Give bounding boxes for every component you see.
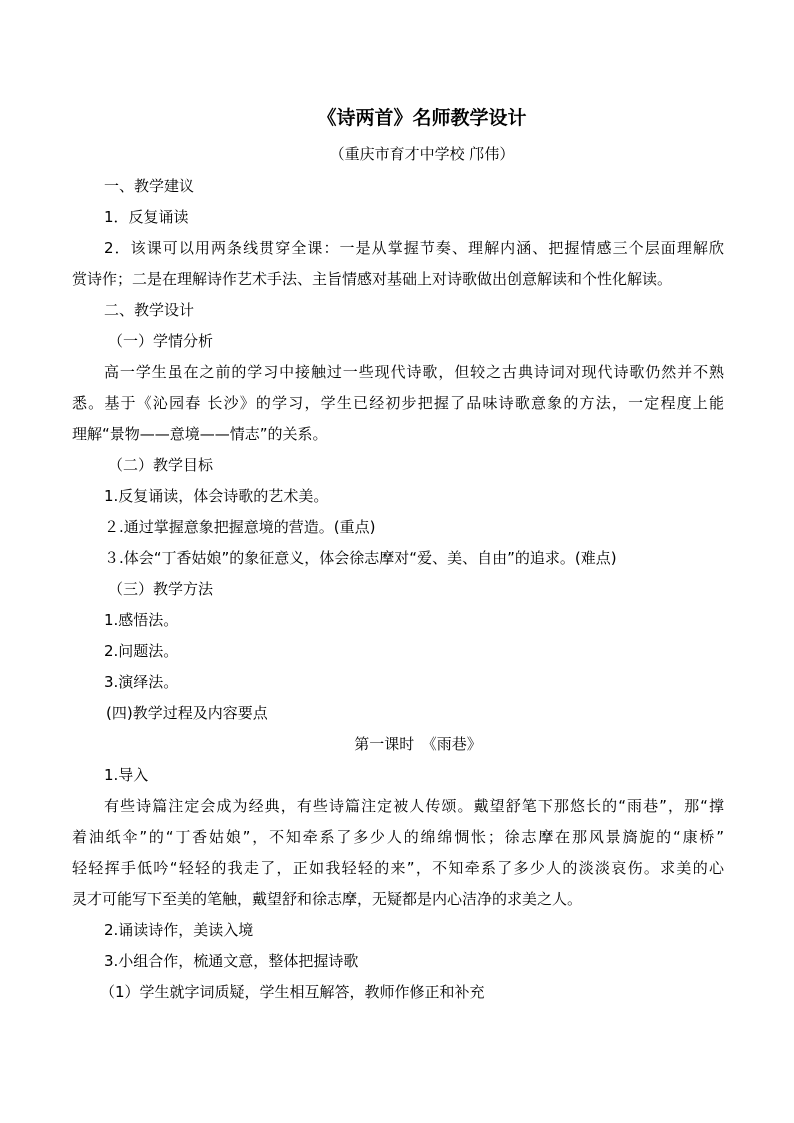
heading-teaching-suggestions: 一、教学建议 <box>104 177 195 195</box>
heading-teaching-design: 二、教学设计 <box>104 301 195 319</box>
list-item: ３.体会“丁香姑娘”的象征意义，体会徐志摩对“爱、美、自由”的追求。(难点) <box>104 549 617 567</box>
subheading-teaching-goals: （二）教学目标 <box>108 456 214 474</box>
list-item: 1.感悟法。 <box>104 611 179 629</box>
list-item: 1.反复诵读，体会诗歌的艺术美。 <box>104 487 329 505</box>
subheading-learner-analysis: （一）学情分析 <box>108 332 214 350</box>
paragraph-line: 赏诗作；二是在理解诗作艺术手法、主旨情感对基础上对诗歌做出创意解读和个性化解读。 <box>72 270 673 288</box>
paragraph-line: 高一学生虽在之前的学习中接触过一些现代诗歌，但较之古典诗词对现代诗歌仍然并不熟 <box>104 363 724 381</box>
document-body <box>72 171 724 1008</box>
paragraph-line: 理解“景物——意境——情志”的关系。 <box>72 425 328 443</box>
paragraph-line: 灵才可能写下至美的笔触，戴望舒和徐志摩，无疑都是内心洁净的求美之人。 <box>72 890 583 908</box>
list-item: 1.导入 <box>104 766 149 784</box>
paragraph-line: 着油纸伞”的“丁香姑娘”，不知牵系了多少人的绵绵惆怅；徐志摩在那风景旖旎的“康桥” <box>72 828 724 846</box>
page-title: 《诗两首》名师教学设计 <box>317 107 527 129</box>
list-item: 3.小组合作，梳通文意，整体把握诗歌 <box>104 952 359 970</box>
list-item: 3.演绎法。 <box>104 673 179 691</box>
subheading-teaching-process: (四)教学过程及内容要点 <box>106 704 268 722</box>
list-item: 2.诵读诗作，美读入境 <box>104 921 254 939</box>
list-item: 2.问题法。 <box>104 642 179 660</box>
list-item: （1）学生就字词质疑，学生相互解答，教师作修正和补充 <box>100 983 485 1001</box>
paragraph-line: 有些诗篇注定会成为经典，有些诗篇注定被人传颂。戴望舒笔下那悠长的“雨巷”，那“撑 <box>104 797 724 815</box>
paragraph-line: 悉。基于《沁园春 长沙》的学习，学生已经初步把握了品味诗歌意象的方法，一定程度上能 <box>72 394 724 412</box>
paragraph-line: 1．反复诵读 <box>104 208 189 226</box>
author-line: （重庆市育才中学校 邝伟） <box>329 145 515 163</box>
list-item: ２.通过掌握意象把握意境的营造。(重点) <box>104 518 376 536</box>
lesson-heading: 第一课时 《雨巷》 <box>354 735 482 753</box>
paragraph-line: 2．该课可以用两条线贯穿全课：一是从掌握节奏、理解内涵、把握情感三个层面理解欣 <box>104 239 724 257</box>
paragraph-line: 轻轻挥手低吟“轻轻的我走了，正如我轻轻的来”，不知牵系了多少人的淡淡哀伤。求美的心 <box>72 859 724 877</box>
subheading-teaching-methods: （三）教学方法 <box>108 580 214 598</box>
